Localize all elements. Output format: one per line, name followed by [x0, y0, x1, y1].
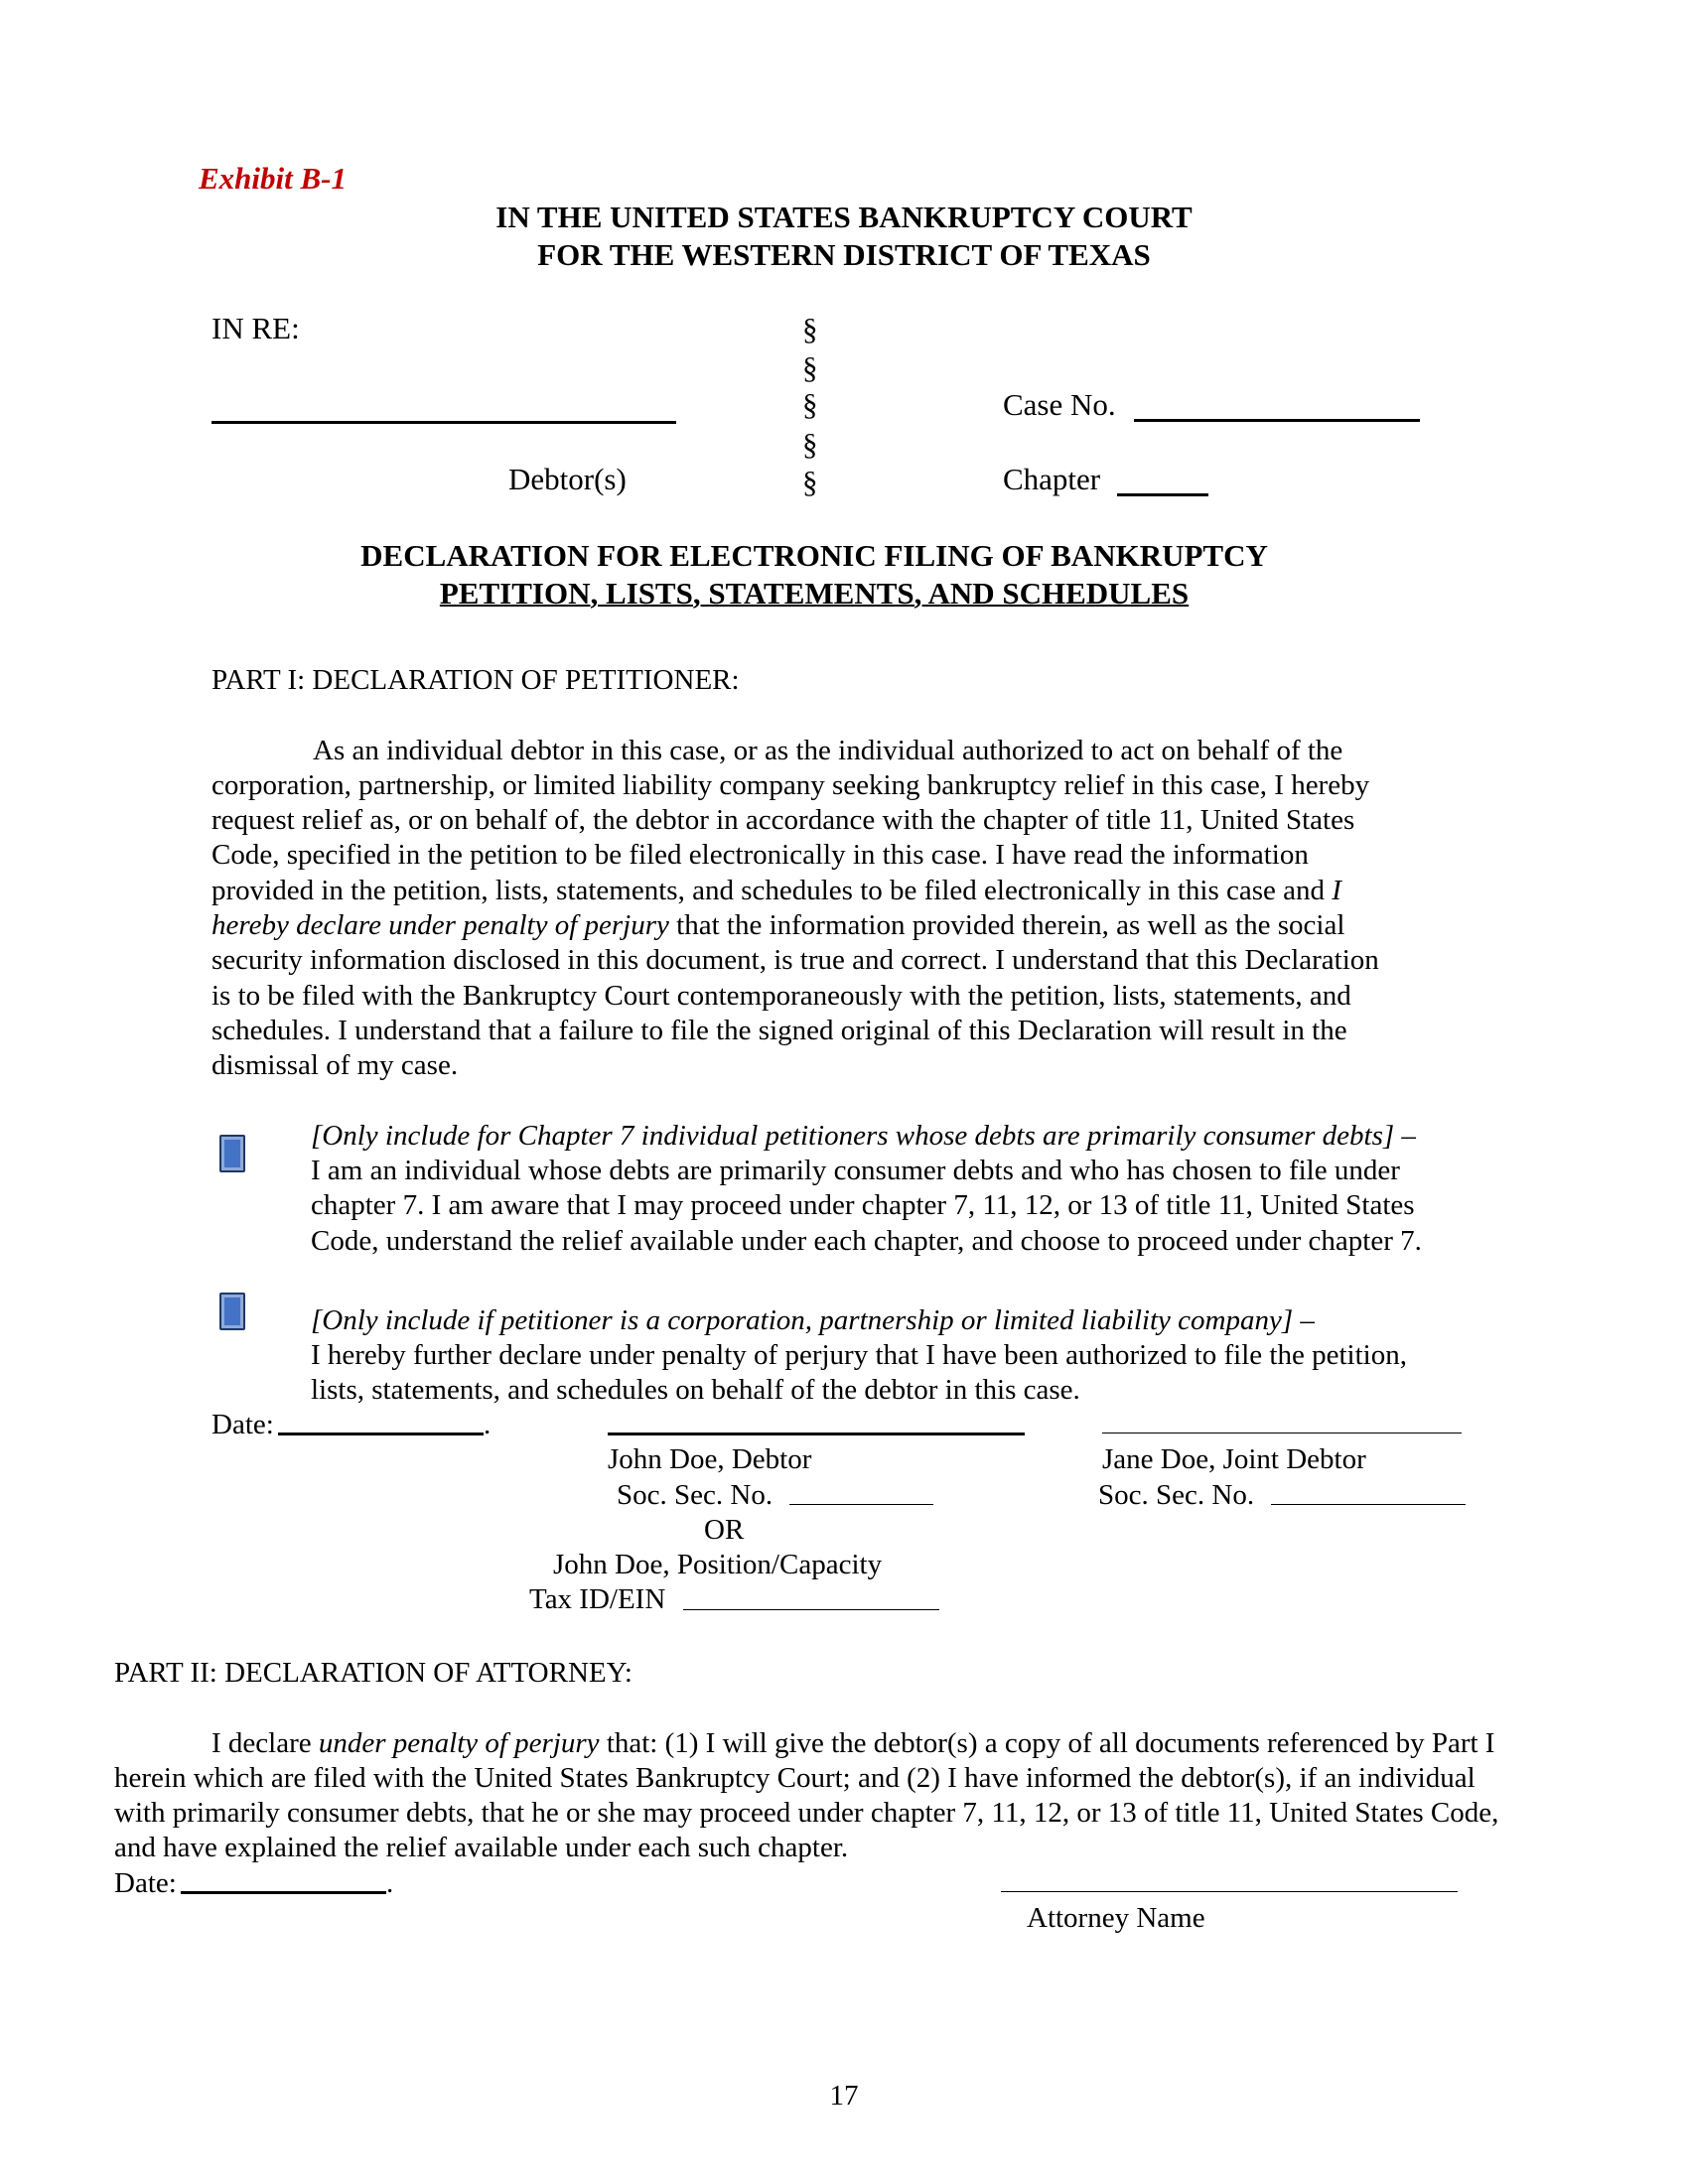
attorney-signature-line[interactable] [1001, 1891, 1458, 1892]
tax-id-line[interactable] [683, 1609, 939, 1610]
option1-line: Code, understand the relief available under each chapter, and choose to proceed under chapter 7. [311, 1225, 1422, 1257]
document-title: DECLARATION FOR ELECTRONIC FILING OF BANKRUPTCY [360, 538, 1268, 573]
part1-para-line: provided in the petition, lists, statements, and schedules to be filed electronically in this case and I [211, 875, 1341, 906]
section-symbol: § [802, 465, 818, 499]
section-symbol: § [802, 387, 818, 422]
option2-line: I hereby further declare under penalty of perjury that I have been authorized to file the petition, [311, 1339, 1407, 1371]
part1-para-line: is to be filed with the Bankruptcy Court contemporaneously with the petition, lists, statements, and [211, 980, 1351, 1012]
chapter7-checkbox[interactable] [219, 1135, 245, 1172]
or-label: OR [704, 1514, 745, 1546]
part1-para-line: security information disclosed in this document, is true and correct. I understand that this Declaration [211, 944, 1379, 976]
page-number: 17 [829, 2080, 859, 2112]
part1-para-line: corporation, partnership, or limited liability company seeking bankruptcy relief in this case, I hereby [211, 769, 1370, 801]
in-re-label: IN RE: [211, 311, 300, 345]
part1-para-line: As an individual debtor in this case, or as the individual authorized to act on behalf of the [313, 735, 1343, 766]
date-label: Date: [211, 1409, 274, 1440]
chapter-label: Chapter [1003, 462, 1101, 496]
part2-para-line: and have explained the relief available under each such chapter. [114, 1832, 849, 1863]
debtor-name: John Doe, Debtor [608, 1443, 812, 1475]
part2-para-line: herein which are filed with the United States Bankruptcy Court; and (2) I have informed the debtor(s), if an individual [114, 1762, 1476, 1794]
part1-para-line: request relief as, or on behalf of, the debtor in accordance with the chapter of title 11, United States [211, 804, 1355, 836]
part2-para-line: I declare under penalty of perjury that: (1) I will give the debtor(s) a copy of all documents referenced by Part I [211, 1727, 1495, 1759]
debtor-ssn-line[interactable] [789, 1504, 933, 1505]
section-symbol: § [802, 427, 818, 462]
joint-ssn-label: Soc. Sec. No. [1098, 1479, 1255, 1511]
attorney-date-label: Date: [114, 1867, 177, 1899]
part2-heading: PART II: DECLARATION OF ATTORNEY: [114, 1657, 633, 1689]
option2-line: lists, statements, and schedules on behalf of the debtor in this case. [311, 1374, 1080, 1406]
part1-para-line: dismissal of my case. [211, 1049, 459, 1081]
debtor-signature-line[interactable] [608, 1433, 1025, 1435]
part1-para-line: Code, specified in the petition to be filed electronically in this case. I have read the information [211, 839, 1309, 871]
section-symbol: § [802, 312, 818, 346]
date-period: . [484, 1409, 492, 1440]
corporation-checkbox[interactable] [219, 1293, 245, 1330]
position-capacity-label: John Doe, Position/Capacity [553, 1549, 883, 1580]
document-subtitle: PETITION, LISTS, STATEMENTS, AND SCHEDULES [439, 576, 1190, 611]
date-line[interactable] [278, 1433, 484, 1435]
exhibit-label: Exhibit B-1 [199, 161, 348, 196]
option1-line: I am an individual whose debts are primarily consumer debts and who has chosen to file under [311, 1155, 1400, 1186]
debtor-label: Debtor(s) [508, 462, 627, 496]
joint-debtor-name: Jane Doe, Joint Debtor [1102, 1443, 1366, 1475]
debtor-name-line[interactable] [211, 421, 676, 424]
attorney-date-period: . [386, 1867, 394, 1899]
attorney-name: Attorney Name [1027, 1902, 1205, 1934]
debtor-ssn-label: Soc. Sec. No. [617, 1479, 774, 1511]
case-no-line[interactable] [1134, 419, 1420, 422]
joint-ssn-line[interactable] [1271, 1504, 1466, 1505]
tax-id-label: Tax ID/EIN [529, 1583, 666, 1615]
chapter-line[interactable] [1117, 493, 1208, 496]
case-no-label: Case No. [1003, 387, 1116, 422]
option1-note: [Only include for Chapter 7 individual petitioners whose debts are primarily consumer debts] – [311, 1120, 1416, 1152]
option2-note: [Only include if petitioner is a corporation, partnership or limited liability company] – [311, 1304, 1315, 1336]
part2-para-line: with primarily consumer debts, that he or she may proceed under chapter 7, 11, 12, or 13 of title 11, United States Code, [114, 1797, 1499, 1829]
option1-line: chapter 7. I am aware that I may proceed under chapter 7, 11, 12, or 13 of title 11, United States [311, 1189, 1415, 1221]
court-name: IN THE UNITED STATES BANKRUPTCY COURT [495, 200, 1193, 234]
part1-para-line: hereby declare under penalty of perjury that the information provided therein, as well as the social [211, 909, 1345, 941]
court-district: FOR THE WESTERN DISTRICT OF TEXAS [537, 237, 1151, 272]
part1-heading: PART I: DECLARATION OF PETITIONER: [211, 664, 740, 696]
section-symbol: § [802, 350, 818, 385]
attorney-date-line[interactable] [181, 1891, 386, 1894]
part1-para-line: schedules. I understand that a failure to file the signed original of this Declaration will result in the [211, 1015, 1347, 1046]
